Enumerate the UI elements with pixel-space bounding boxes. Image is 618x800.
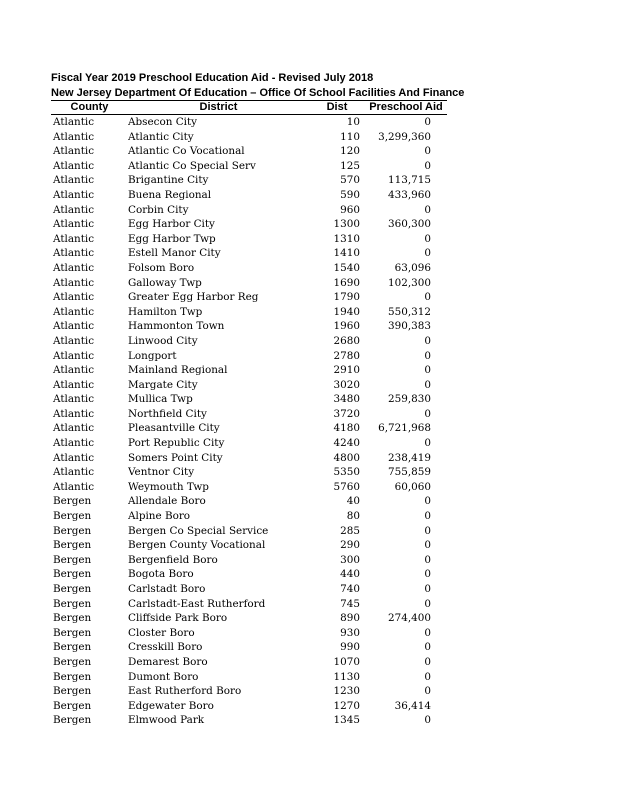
district-cell: Estell Manor City <box>128 247 221 260</box>
county-cell: Atlantic <box>53 320 95 333</box>
county-cell: Bergen <box>53 670 92 683</box>
dist-cell: 990 <box>340 641 360 654</box>
district-cell: Atlantic City <box>128 130 194 143</box>
county-cell: Atlantic <box>53 261 95 274</box>
district-cell: Folsom Boro <box>128 261 195 274</box>
table-row <box>51 451 447 466</box>
dist-cell: 960 <box>340 203 360 216</box>
table-row <box>51 290 447 305</box>
preschool-aid-cell: 0 <box>424 116 431 128</box>
preschool-aid-cell: 755,859 <box>388 466 431 479</box>
district-cell: Hamilton Twp <box>128 305 203 318</box>
dist-cell: 3720 <box>333 407 360 420</box>
preschool-aid-cell: 0 <box>424 378 431 391</box>
dist-cell: 3480 <box>333 393 360 406</box>
district-cell: Mainland Regional <box>128 364 228 377</box>
district-cell: Buena Regional <box>128 188 212 201</box>
county-cell: Atlantic <box>53 466 95 479</box>
preschool-aid-cell: 0 <box>424 524 431 537</box>
district-cell: Port Republic City <box>128 437 225 450</box>
preschool-aid-cell: 113,715 <box>388 174 431 187</box>
table-row <box>51 713 447 728</box>
table-row <box>51 465 447 480</box>
table-row <box>51 494 447 509</box>
table-row <box>51 276 447 291</box>
table-row <box>51 684 447 699</box>
dist-cell: 1230 <box>333 685 360 698</box>
county-cell: Bergen <box>53 553 92 566</box>
table-row <box>51 305 447 320</box>
dist-cell: 1270 <box>333 699 360 712</box>
preschool-aid-cell: 0 <box>424 203 431 216</box>
county-cell: Atlantic <box>53 378 95 391</box>
preschool-aid-cell: 433,960 <box>388 188 431 201</box>
preschool-aid-cell: 360,300 <box>388 218 431 231</box>
district-cell: Bergenfield Boro <box>128 553 218 566</box>
county-cell: Atlantic <box>53 188 95 201</box>
document-title: Fiscal Year 2019 Preschool Education Aid - Revised July 2018 <box>51 72 374 84</box>
district-cell: Northfield City <box>128 407 207 420</box>
dist-cell: 890 <box>340 612 360 625</box>
dist-cell: 2780 <box>333 349 360 362</box>
county-cell: Bergen <box>53 597 92 610</box>
county-cell: Atlantic <box>53 437 95 450</box>
district-cell: Alpine Boro <box>128 510 191 523</box>
dist-cell: 80 <box>346 510 360 523</box>
preschool-aid-cell: 0 <box>424 247 431 260</box>
table-row <box>51 261 447 276</box>
column-header-district: District <box>128 101 309 115</box>
district-cell: Atlantic Co Vocational <box>128 145 245 158</box>
table-row <box>51 421 447 436</box>
county-cell: Bergen <box>53 612 92 625</box>
table-row <box>51 246 447 261</box>
table-row <box>51 611 447 626</box>
preschool-aid-table <box>51 101 447 728</box>
district-cell: Pleasantville City <box>128 422 220 435</box>
table-row <box>51 363 447 378</box>
county-cell: Atlantic <box>53 451 95 464</box>
county-cell: Atlantic <box>53 480 95 493</box>
dist-cell: 1690 <box>333 276 360 289</box>
county-cell: Atlantic <box>53 276 95 289</box>
preschool-aid-cell: 0 <box>424 626 431 639</box>
preschool-aid-cell: 0 <box>424 334 431 347</box>
table-row <box>51 626 447 641</box>
county-cell: Bergen <box>53 583 92 595</box>
dist-cell: 1540 <box>333 261 360 274</box>
preschool-aid-cell: 0 <box>424 232 431 245</box>
dist-cell: 440 <box>340 568 360 581</box>
dist-cell: 285 <box>340 524 360 537</box>
dist-cell: 1300 <box>333 218 360 231</box>
dist-cell: 1345 <box>333 714 360 727</box>
table-row <box>51 159 447 174</box>
district-cell: Cliffside Park Boro <box>128 612 228 625</box>
preschool-aid-cell: 550,312 <box>388 305 431 318</box>
district-cell: Longport <box>128 349 177 362</box>
table-row <box>51 655 447 670</box>
dist-cell: 1960 <box>333 320 360 333</box>
table-row <box>51 670 447 685</box>
preschool-aid-cell: 0 <box>424 495 431 508</box>
district-cell: Demarest Boro <box>128 655 208 668</box>
district-cell: Galloway Twp <box>128 276 202 289</box>
table-row <box>51 144 447 159</box>
district-cell: Allendale Boro <box>128 495 206 508</box>
table-row <box>51 378 447 393</box>
county-cell: Atlantic <box>53 130 95 143</box>
preschool-aid-cell: 0 <box>424 364 431 377</box>
table-row <box>51 173 447 188</box>
table-row <box>51 232 447 247</box>
table-row <box>51 567 447 582</box>
table-row <box>51 640 447 655</box>
dist-cell: 40 <box>346 495 360 508</box>
preschool-aid-cell: 0 <box>424 145 431 158</box>
preschool-aid-cell: 0 <box>424 568 431 581</box>
dist-cell: 120 <box>340 145 360 158</box>
dist-cell: 2910 <box>333 364 360 377</box>
district-cell: Atlantic Co Special Serv <box>128 159 256 172</box>
preschool-aid-cell: 0 <box>424 583 431 595</box>
district-cell: Egg Harbor Twp <box>128 232 216 245</box>
district-cell: Dumont Boro <box>128 670 199 683</box>
preschool-aid-cell: 0 <box>424 685 431 698</box>
preschool-aid-cell: 0 <box>424 159 431 172</box>
district-cell: Bergen Co Special Service <box>128 524 269 537</box>
dist-cell: 125 <box>340 159 360 172</box>
dist-cell: 1070 <box>333 655 360 668</box>
column-header-county: County <box>51 101 128 115</box>
district-cell: Ventnor City <box>128 466 195 479</box>
dist-cell: 1130 <box>333 670 360 683</box>
county-cell: Bergen <box>53 714 92 727</box>
table-row <box>51 538 447 553</box>
document-page <box>51 71 465 728</box>
county-cell: Bergen <box>53 655 92 668</box>
preschool-aid-cell: 0 <box>424 349 431 362</box>
county-cell: Atlantic <box>53 203 95 216</box>
preschool-aid-cell: 0 <box>424 510 431 523</box>
dist-cell: 930 <box>340 626 360 639</box>
county-cell: Bergen <box>53 685 92 698</box>
preschool-aid-cell: 102,300 <box>388 276 431 289</box>
table-row <box>51 480 447 495</box>
county-cell: Bergen <box>53 539 92 552</box>
table-row <box>51 509 447 524</box>
table-row <box>51 319 447 334</box>
dist-cell: 5350 <box>333 466 360 479</box>
district-cell: Somers Point City <box>128 451 223 464</box>
dist-cell: 4800 <box>333 451 360 464</box>
table-row <box>51 407 447 422</box>
preschool-aid-cell: 3,299,360 <box>378 130 431 143</box>
table-body <box>51 115 447 728</box>
preschool-aid-cell: 0 <box>424 670 431 683</box>
dist-cell: 290 <box>340 539 360 552</box>
preschool-aid-cell: 274,400 <box>388 612 431 625</box>
dist-cell: 5760 <box>333 480 360 493</box>
county-cell: Atlantic <box>53 364 95 377</box>
district-cell: Bergen County Vocational <box>128 539 266 552</box>
county-cell: Atlantic <box>53 247 95 260</box>
district-cell: Mullica Twp <box>128 393 193 406</box>
preschool-aid-cell: 390,383 <box>388 320 431 333</box>
preschool-aid-cell: 6,721,968 <box>378 422 431 435</box>
preschool-aid-cell: 0 <box>424 655 431 668</box>
county-cell: Atlantic <box>53 232 95 245</box>
district-cell: Corbin City <box>128 203 189 216</box>
county-cell: Atlantic <box>53 393 95 406</box>
county-cell: Bergen <box>53 495 92 508</box>
dist-cell: 4180 <box>333 422 360 435</box>
dist-cell: 10 <box>346 116 360 128</box>
county-cell: Bergen <box>53 641 92 654</box>
dist-cell: 745 <box>340 597 360 610</box>
dist-cell: 1310 <box>333 232 360 245</box>
county-cell: Bergen <box>53 510 92 523</box>
preschool-aid-cell: 238,419 <box>388 451 431 464</box>
district-cell: Carlstadt-East Rutherford <box>128 597 266 610</box>
district-cell: Hammonton Town <box>128 320 225 333</box>
column-header-dist: Dist <box>309 101 365 115</box>
county-cell: Atlantic <box>53 174 95 187</box>
preschool-aid-cell: 60,060 <box>394 480 431 493</box>
district-cell: Linwood City <box>128 334 198 347</box>
dist-cell: 570 <box>340 174 360 187</box>
dist-cell: 4240 <box>333 437 360 450</box>
county-cell: Bergen <box>53 699 92 712</box>
county-cell: Atlantic <box>53 305 95 318</box>
district-cell: Egg Harbor City <box>128 218 215 231</box>
preschool-aid-cell: 259,830 <box>388 393 431 406</box>
dist-cell: 1790 <box>333 291 360 304</box>
district-cell: Carlstadt Boro <box>128 583 206 595</box>
table-row <box>51 436 447 451</box>
table-row <box>51 597 447 612</box>
preschool-aid-cell: 36,414 <box>394 699 431 712</box>
dist-cell: 1940 <box>333 305 360 318</box>
table-row <box>51 334 447 349</box>
preschool-aid-cell: 0 <box>424 553 431 566</box>
county-cell: Atlantic <box>53 334 95 347</box>
table-row <box>51 115 447 130</box>
district-cell: Cresskill Boro <box>128 641 203 654</box>
district-cell: Absecon City <box>128 116 198 128</box>
column-header-preschool-aid: Preschool Aid <box>365 101 447 115</box>
preschool-aid-cell: 0 <box>424 291 431 304</box>
county-cell: Atlantic <box>53 218 95 231</box>
table-row <box>51 524 447 539</box>
table-row <box>51 130 447 145</box>
preschool-aid-cell: 0 <box>424 597 431 610</box>
district-cell: Margate City <box>128 378 198 391</box>
table-row <box>51 553 447 568</box>
table-row <box>51 582 447 597</box>
dist-cell: 300 <box>340 553 360 566</box>
dist-cell: 740 <box>340 583 360 595</box>
dist-cell: 110 <box>340 130 360 143</box>
preschool-aid-cell: 0 <box>424 641 431 654</box>
table-row <box>51 349 447 364</box>
district-cell: Brigantine City <box>128 174 209 187</box>
county-cell: Bergen <box>53 524 92 537</box>
district-cell: Greater Egg Harbor Reg <box>128 291 259 304</box>
county-cell: Atlantic <box>53 349 95 362</box>
preschool-aid-cell: 0 <box>424 539 431 552</box>
district-cell: Weymouth Twp <box>128 480 209 493</box>
district-cell: Elmwood Park <box>128 714 205 727</box>
preschool-aid-cell: 0 <box>424 407 431 420</box>
county-cell: Atlantic <box>53 159 95 172</box>
district-cell: Bogota Boro <box>128 568 194 581</box>
table-row <box>51 203 447 218</box>
county-cell: Atlantic <box>53 422 95 435</box>
dist-cell: 1410 <box>333 247 360 260</box>
county-cell: Bergen <box>53 626 92 639</box>
preschool-aid-cell: 0 <box>424 714 431 727</box>
table-row <box>51 188 447 203</box>
dist-cell: 2680 <box>333 334 360 347</box>
table-row <box>51 392 447 407</box>
table-header-row <box>51 101 447 115</box>
district-cell: Edgewater Boro <box>128 699 214 712</box>
preschool-aid-cell: 0 <box>424 437 431 450</box>
county-cell: Atlantic <box>53 116 95 128</box>
dist-cell: 3020 <box>333 378 360 391</box>
county-cell: Bergen <box>53 568 92 581</box>
district-cell: East Rutherford Boro <box>128 685 242 698</box>
county-cell: Atlantic <box>53 145 95 158</box>
county-cell: Atlantic <box>53 407 95 420</box>
district-cell: Closter Boro <box>128 626 195 639</box>
document-subtitle: New Jersey Department Of Education – Office Of School Facilities And Finance <box>51 87 465 99</box>
table-row <box>51 217 447 232</box>
table-row <box>51 699 447 714</box>
county-cell: Atlantic <box>53 291 95 304</box>
dist-cell: 590 <box>340 188 360 201</box>
preschool-aid-cell: 63,096 <box>394 261 431 274</box>
